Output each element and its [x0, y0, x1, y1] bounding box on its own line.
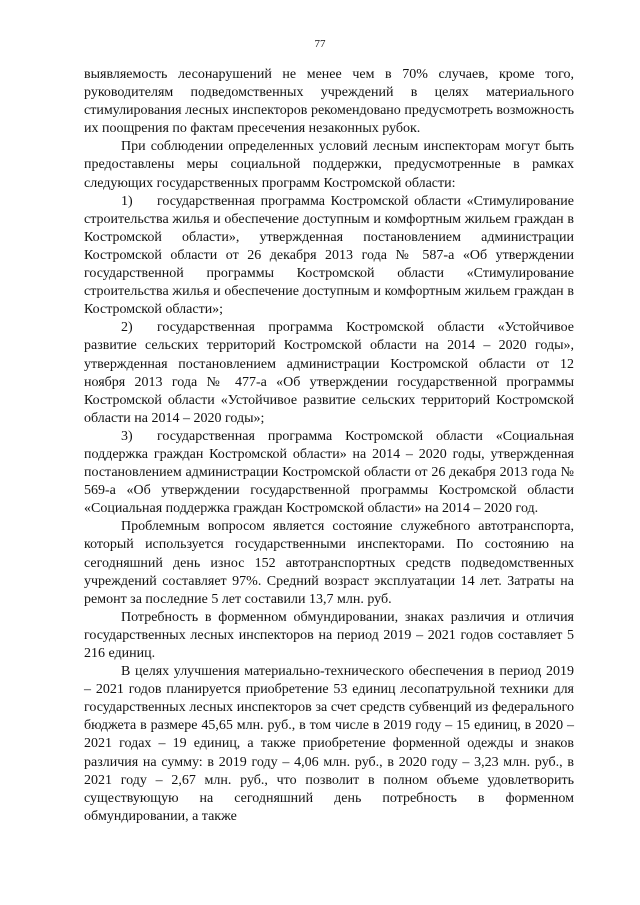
page-number: 77 — [314, 38, 326, 50]
page-content — [84, 66, 574, 826]
program-item-3-number: 3) — [121, 428, 133, 444]
program-item-1 — [84, 193, 574, 320]
paragraph-support-measures: При соблюдении определенных условий лесным инспекторам могут быть предоставлены меры социальной поддержки, предусмотренные в рамках следующих государственных программ Костромской области: — [84, 139, 574, 191]
program-item-2-number: 2) — [121, 320, 133, 336]
program-item-3 — [84, 428, 574, 518]
paragraph-equipment-plan: В целях улучшения материально-технического обеспечения в период 2019 – 2021 годов планируется приобретение 53 единиц лесопатрульной техники для государственных лесных инспекторов за счет средств субвенций из федерального бюджета в размере 45,65 млн. руб., в том числе в 2019 году – 15 единиц, в 2020 – 2021 годах – 19 единиц, а также приобретение форменной одежды и знаков различия на сумму: в 2019 году – 4,06 млн. руб., в 2020 году – 3,23 млн. руб., в 2021 году – 2,67 млн. руб., что позволит в полном объеме удовлетворить существующую на сегодняшний день потребность в форменном обмундировании, а также — [84, 664, 574, 824]
program-item-1-text: государственная программа Костромской области «Стимулирование строительства жилья и обеспечение доступным и комфортным жильем граждан в Костромской области», утвержденная постановлением администрации Костромской области от 26 декабря 2013 года № 587-а «Об утверждении государственной программы Костромской области «Стимулирование строительства жилья и обеспечение доступным и комфортным жильем граждан в Костромской области»; — [84, 193, 574, 318]
program-item-1-number: 1) — [121, 193, 133, 209]
program-item-3-text: государственная программа Костромской области «Социальная поддержка граждан Костромской области» на 2014 – 2020 годы, утвержденная постановлением администрации Костромской области от 26 декабря 2013 года № 569-а «Об утверждении государственной программы Костромской области «Социальная поддержка граждан Костромской области» на 2014 – 2020 год. — [84, 428, 574, 517]
program-item-2 — [84, 319, 574, 428]
paragraph-vehicles: Проблемным вопросом является состояние служебного автотранспорта, который используется государственными инспекторами. По состоянию на сегодняшний день износ 152 автотранспортных средств подведомственных учреждений составляет 97%. Средний возраст эксплуатации 14 лет. Затраты на ремонт за последние 5 лет составили 13,7 млн. руб. — [84, 519, 574, 607]
program-item-2-text: государственная программа Костромской области «Устойчивое развитие сельских территорий Костромской области на 2014 – 2020 годы», утвержденная постановлением администрации Костромской области от 12 ноября 2013 года № 477-а «Об утверждении государственной программы Костромской области «Устойчивое развитие сельских территорий Костромской области на 2014 – 2020 годы»; — [84, 320, 574, 426]
paragraph-continuation: выявляемость лесонарушений не менее чем в 70% случаев, кроме того, руководителям подведомственных учреждений в целях материального стимулирования лесных инспекторов рекомендовано предусмотреть возможность их поощрения по фактам пресечения незаконных рубок. — [84, 67, 574, 137]
paragraph-uniforms: Потребность в форменном обмундировании, знаках различия и отличия государственных лесных инспекторов на период 2019 – 2021 годов составляет 5 216 единиц. — [84, 609, 574, 661]
